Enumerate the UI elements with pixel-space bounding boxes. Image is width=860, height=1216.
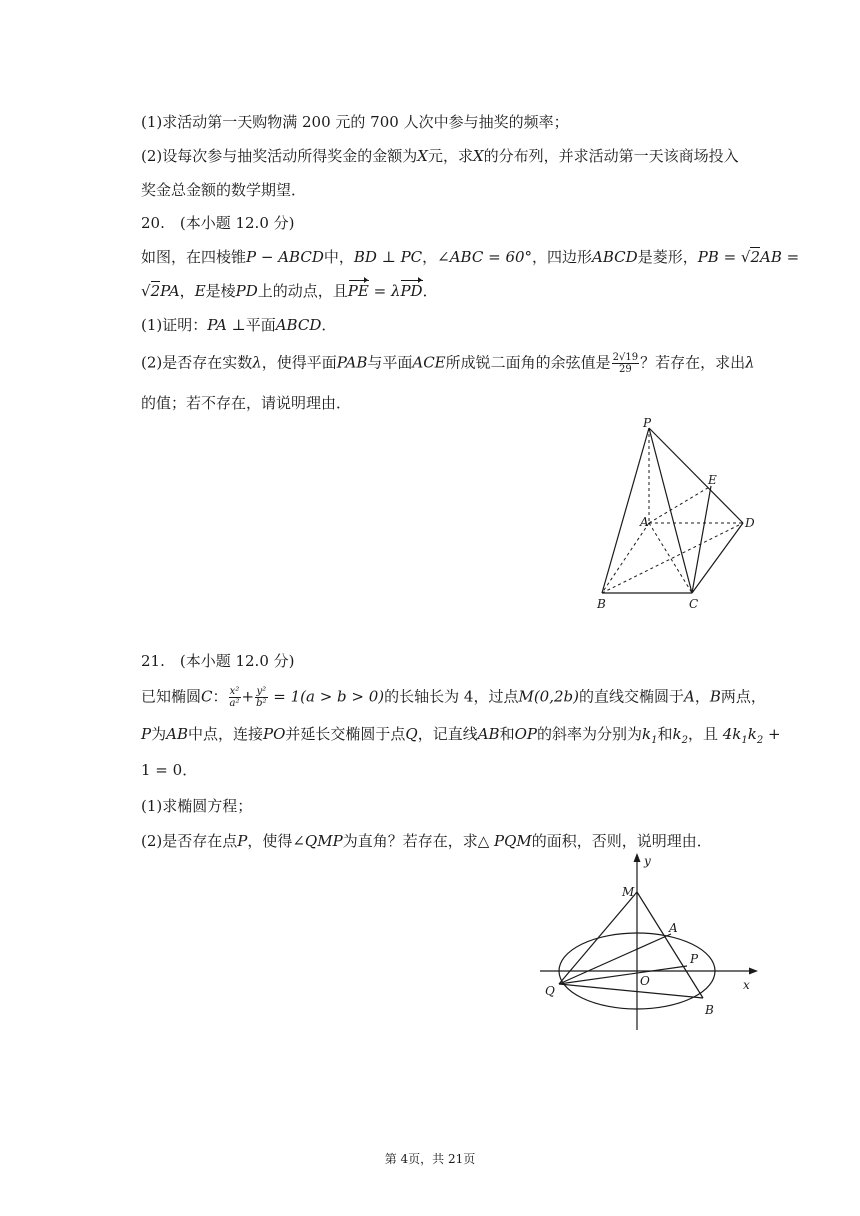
q21-stem-line1: 已知椭圆C： $\frac{\text{x²}}{\text{a²}}$ + $\frac{\text{y²}}{\text{b²}}$ = 1(a > b > 0)的长轴长为 4，过点M(0,2b)的直线交椭圆于A，B两点， xyxy=(141,686,766,709)
diag-BD xyxy=(602,523,743,593)
q21-stem-line3: 1 = 0． xyxy=(141,761,198,779)
edge-AB xyxy=(602,523,649,593)
label-P: P xyxy=(690,952,699,966)
q21-stem-line2: P为AB中点，连接PO并延长交椭圆于点Q，记直线AB和OP的斜率为分别为$k_1$和$k_2$，且 $4k_1k_2$ + xyxy=(141,725,781,746)
q20-part2: (2)是否存在实数λ，使得平面PAB与平面ACE所成锐二面角的余弦值是 $\frac{2√19}{29}$ ？若存在，求出λ xyxy=(141,352,755,375)
ellipse-figure xyxy=(535,850,765,1035)
label-E: E xyxy=(708,473,717,487)
edge-CD xyxy=(692,523,743,593)
q20-part2-line2: 的值；若不存在，请说明理由． xyxy=(141,394,352,412)
diag-AC xyxy=(649,523,692,593)
line-MQ xyxy=(559,892,637,984)
edge-CE xyxy=(692,486,711,593)
q20-header: 20. (本小题 12.0 分) xyxy=(141,214,295,232)
q19-part2-line2: 奖金总金额的数学期望． xyxy=(141,181,307,199)
q19-part2: (2)设每次参与抽奖活动所得奖金的金额为X元，求X的分布列，并求活动第一天该商场投入 xyxy=(141,147,739,165)
label-B: B xyxy=(705,1003,714,1017)
q20-part1: (1)证明：PA ⊥平面ABCD． xyxy=(141,316,337,334)
label-O: O xyxy=(640,974,650,988)
q20-stem-line1: 如图，在四棱锥P − ABCD中，BD ⊥ PC，∠ABC = 60°，四边形ABCD是菱形，PB = √2AB = xyxy=(141,248,800,266)
line-QB xyxy=(559,984,703,998)
x-axis-arrow xyxy=(749,968,758,975)
label-C: C xyxy=(689,597,699,611)
edge-PD xyxy=(649,428,743,523)
label-P: P xyxy=(643,416,652,430)
segment-AE xyxy=(649,486,711,523)
page-footer: 第 4页，共 21页 xyxy=(384,1152,476,1166)
edge-PB xyxy=(602,428,649,593)
label-A: A xyxy=(669,921,678,935)
y-axis-arrow xyxy=(634,853,641,862)
label-M: M xyxy=(622,885,635,899)
label-x: x xyxy=(743,978,750,992)
q21-header: 21. (本小题 12.0 分) xyxy=(141,652,295,670)
label-A: A xyxy=(640,515,649,529)
q20-stem-line2: √2PA，E是棱PD上的动点，且PE = λPD． xyxy=(141,282,438,300)
label-y: y xyxy=(644,854,651,868)
label-B: B xyxy=(597,597,606,611)
q21-part2: (2)是否存在点P，使得∠QMP为直角？若存在，求△ PQM的面积，否则，说明理由． xyxy=(141,832,712,850)
label-D: D xyxy=(745,516,755,530)
cosine-fraction: $\frac{2√19}{29}$ xyxy=(612,352,639,375)
pyramid-figure xyxy=(585,413,765,613)
q21-part1: (1)求椭圆方程； xyxy=(141,797,253,815)
q19-part1: (1)求活动第一天购物满 200 元的 700 人次中参与抽奖的频率； xyxy=(141,113,569,131)
label-Q: Q xyxy=(545,984,555,998)
